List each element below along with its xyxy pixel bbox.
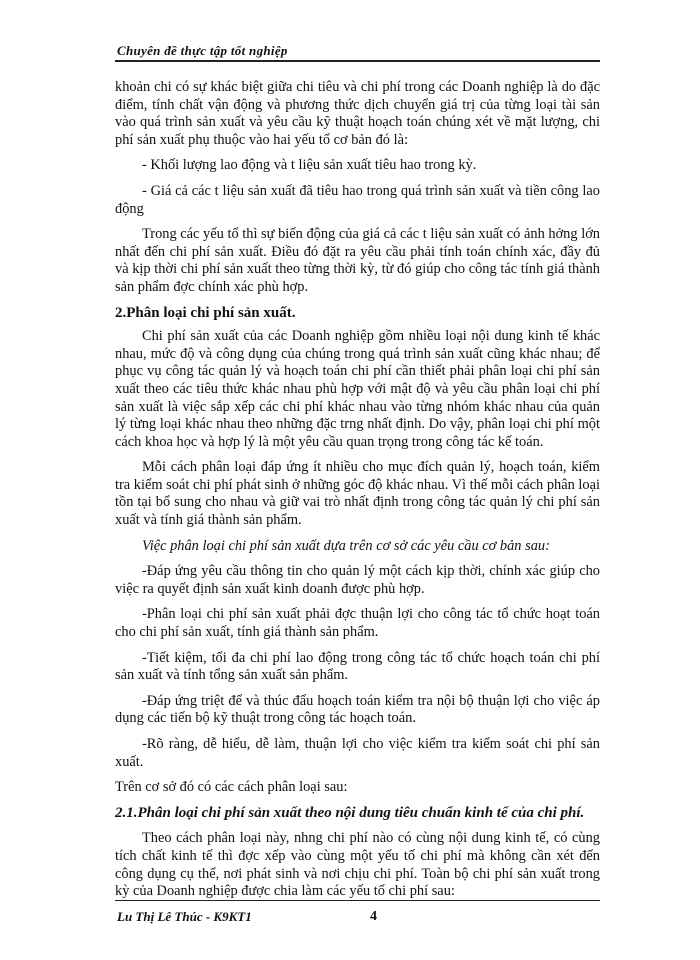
paragraph: Trên cơ sở đó có các cách phân loại sau: <box>115 779 348 796</box>
document-body <box>115 79 600 909</box>
paragraph: Theo cách phân loại này, nhng chi phí nào có cùng nội dung kinh tế, có cùng tích chất kinh tế thì đợc xếp vào cùng một yếu tố chi phí mà không cần xét đến công dụng cụ thể, nơi phát sinh và nơi chịu chi phí. Toàn bộ chi phí sản xuất trong kỳ của Doanh nghiệp được chia làm các yếu tố chi phí sau: <box>115 830 600 900</box>
paragraph: -Đáp ứng triệt để và thúc đẩu hoạch toán kiểm tra nội bộ thuận lợi cho việc áp dụng các tiến bộ kỹ thuật trong công tác hoạch toán. <box>115 692 600 727</box>
footer-author: Lu Thị Lê Thúc - K9KT1 <box>117 909 252 924</box>
paragraph: -Tiết kiệm, tối đa chi phí lao động trong công tác tổ chức hoạch toán chi phí sản xuất và tính tổng sản xuất sản phẩm. <box>115 649 600 684</box>
paragraph: - Giá cả các t liệu sản xuất đã tiêu hao trong quá trình sản xuất và tiền công lao động <box>115 182 600 217</box>
paragraph: Mỗi cách phân loại đáp ứng ít nhiều cho mục đích quản lý, hoạch toán, kiểm tra kiểm soát chi phí phát sinh ở những góc độ khác nhau. Vì thế mỗi cách phân loại tồn tại bổ sung cho nhau và giữ vai trò nhất định trong công tác quản lý chi phí sản xuất và tính giá thành sản phẩm. <box>115 459 600 529</box>
header-title: Chuyên đề thực tập tốt nghiệp <box>117 43 288 58</box>
page-number: 4 <box>370 909 377 924</box>
section-heading: 2.Phân loại chi phí sản xuất. <box>115 304 296 321</box>
paragraph: Trong các yếu tố thì sự biến động của giá cả các t liệu sản xuất có ảnh hởng lớn nhất đến chi phí sản xuất. Điều đó đặt ra yêu cầu phải tính toán chính xác, đầy đủ và kịp thời chi phí sản xuất theo từng thời kỳ, từ đó giúp cho công tác tính giá thành sản phẩm đợc chính xác phù hợp. <box>115 226 600 295</box>
paragraph: -Rõ ràng, dễ hiểu, dễ làm, thuận lợi cho việc kiểm tra kiểm soát chi phí sản xuất. <box>115 736 600 770</box>
paragraph-italic: Việc phân loại chi phí sản xuất dựa trên cơ sở các yêu cầu cơ bản sau: <box>142 537 550 554</box>
page-header <box>115 40 600 62</box>
page-footer <box>115 900 600 931</box>
subsection-heading: 2.1.Phân loại chi phí sản xuất theo nội dung tiêu chuẩn kinh tế của chi phí. <box>115 804 585 821</box>
paragraph: -Phân loại chi phí sản xuất phải đợc thuận lợi cho công tác tổ chức hoạt toán cho chi phí sản xuất, tính giá thành sản phẩm. <box>115 606 600 641</box>
paragraph: -Đáp ứng yêu cầu thông tin cho quản lý một cách kịp thời, chính xác giúp cho việc ra quyết định sản xuất kinh doanh được phù hợp. <box>115 563 600 597</box>
paragraph: khoản chi có sự khác biệt giữa chi tiêu và chi phí trong các Doanh nghiệp là do đặc điểm, tính chất vận động và phương thức dịch chuyển giá trị của từng loại tài sản vào quá trình sản xuất và yêu cầu kỹ thuật hoạch toán chúng xét về mặt lượng, chi phí sản xuất phụ thuộc vào hai yếu tố cơ bản đó là: <box>115 79 600 148</box>
paragraph: Chi phí sản xuất của các Doanh nghiệp gồm nhiều loại nội dung kinh tế khác nhau, mức độ và công dụng của chúng trong quá trình sản xuất cũng khác nhau; để phục vụ công tác quản lý và hoạch toán chi phí cần thiết phải phân loại chi phí sản xuất theo các tiêu thức khác nhau phù hợp với mật độ và yêu cầu phân loại chi phí sản xuất là việc sắp xếp các chi phí khác nhau vào từng nhóm khác nhau của quản lý từng loại khác nhau theo những đặc trng nhất định. Do vậy, phân loại chi phí một cách khoa học và hợp lý là một yêu cầu quan trọng trong công tác kế toán. <box>115 328 600 450</box>
paragraph: - Khối lượng lao động và t liệu sản xuất tiêu hao trong kỳ. <box>142 157 477 174</box>
